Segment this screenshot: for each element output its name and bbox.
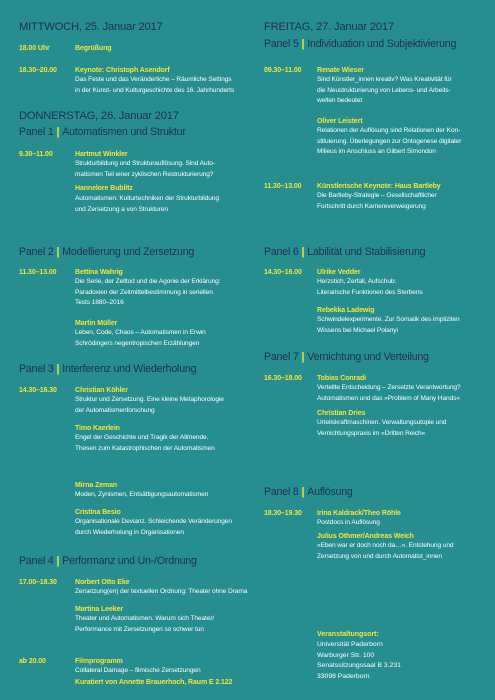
panel-title: Vernichtung und Verteilung — [307, 351, 429, 363]
speaker-name: Bettina Wahrig — [75, 269, 123, 276]
day-heading-friday: FREITAG, 27. Januar 2017 — [264, 21, 394, 33]
divider-bar: | — [301, 246, 305, 258]
time-slot: 9.30–11.00 — [19, 151, 53, 158]
talk-text: Sind Künstler_innen kreativ? Was Kreativität für — [317, 76, 452, 83]
talk-text: durch Wiederholung in Organisationen — [75, 528, 184, 536]
talk-text: Milieus im Anschluss an Gilbert Simondon — [317, 148, 436, 155]
divider-bar: | — [301, 486, 305, 498]
talk-text: Engel der Geschichte und Tragik der Allmende. — [75, 434, 209, 441]
session-name: Begrüßung — [75, 45, 112, 52]
panel-number: Panel 1 — [19, 126, 54, 138]
talk-text: Verteilte Entscheidung – Zersetzte Verantwortung? — [317, 384, 461, 391]
panel-heading — [19, 363, 196, 376]
speaker-name: Martin Müller — [75, 320, 118, 327]
session-name: Keynote: Christoph Asendorf — [75, 67, 170, 74]
divider-bar: | — [56, 246, 60, 258]
panel-title: Performanz und Un-/Ordnung — [62, 555, 197, 567]
talk-text: Automatismen: Kulturtechniken der Strukturbildung — [75, 195, 219, 202]
panel-title: Individuation und Subjektivierung — [307, 38, 457, 50]
speaker-name: Martina Leeker — [75, 606, 124, 613]
time-slot: 17.00–18.30 — [19, 579, 57, 586]
time-slot: 18.30–19.30 — [264, 510, 302, 517]
talk-text: und Zersetzung a von Strukturen — [75, 205, 168, 213]
divider-bar: | — [301, 351, 305, 363]
day-heading-wednesday: MITTWOCH, 25. Januar 2017 — [19, 21, 163, 33]
session-name: Filmprogramm — [75, 658, 123, 665]
talk-text: Herzstich, Zerfall, Aufschub: — [317, 278, 397, 285]
speaker-name: Timo Kaerlein — [75, 425, 120, 432]
talk-text: stituierung. Überlegungen zur Ontogenese digitaler — [317, 137, 462, 145]
speaker-name: Hannelore Bublitz — [75, 185, 133, 192]
panel-number: Panel 6 — [264, 246, 299, 258]
talk-text: Die Serie, der Zelltod und die Agonie der Erklärung: — [75, 278, 221, 285]
venue-line: 33098 Paderborn — [317, 672, 370, 680]
panel-heading — [19, 126, 186, 139]
day-heading-thursday: DONNERSTAG, 26. Januar 2017 — [19, 110, 179, 122]
talk-text: die Neustrukturierung von Lebens- und Arbeits- — [317, 86, 451, 94]
talk-text: Schwindelexperimente. Zur Somatik des impliziten — [317, 316, 460, 323]
time-slot: 14.30–16.00 — [264, 269, 302, 276]
talk-text: Tests 1880–2016 — [75, 299, 124, 306]
panel-heading — [264, 486, 353, 499]
time-slot: 18.30–20.00 — [19, 67, 57, 74]
panel-heading — [264, 246, 425, 259]
talk-text: matismen Teil einer zyklischen Restrukturierung? — [75, 170, 214, 178]
talk-text: Automatismen und das »Problem of Many Hands« — [317, 394, 460, 402]
talk-text: Literarische Funktionen des Sterbens — [317, 288, 423, 296]
speaker-name: Renate Wieser — [317, 67, 364, 74]
panel-number: Panel 4 — [19, 555, 54, 567]
talk-text: Fortschritt durch Karriereverweigerung — [317, 202, 426, 210]
talk-text: welten bedeutet — [317, 97, 363, 104]
panel-title: Automatismen und Struktur — [62, 126, 186, 138]
talk-text: Organisationale Devianz. Schleichende Veränderungen — [75, 518, 232, 525]
talk-text: in der Kunst- und Kulturgeschichte des 16. Jahrhunderts — [75, 86, 235, 94]
time-slot: 16.30–18.00 — [264, 375, 302, 382]
talk-text: Schrödingers negentropischen Erzählungen — [75, 339, 200, 347]
panel-heading — [264, 38, 456, 51]
panel-number: Panel 7 — [264, 351, 299, 363]
talk-text: Paradoxien der Zeitmittelbestimmung in seriellen — [75, 288, 213, 296]
speaker-name: Hartmut Winkler — [75, 151, 128, 158]
talk-text: Urteilskraftmaschinen. Verwaltungsutopie und — [317, 419, 447, 426]
talk-text: Die Bartleby-Strategie – Gesellschaftlicher — [317, 192, 437, 199]
venue-line: Warburger Str. 100 — [317, 651, 375, 659]
speaker-name: Christian Köhler — [75, 387, 128, 394]
speaker-name: Ulrike Vedder — [317, 269, 361, 276]
talk-text: »Eben war er doch noch da…«. Entstehung und — [317, 542, 454, 549]
speaker-name: Mirna Zeman — [75, 482, 118, 489]
time-slot: 18.00 Uhr — [19, 45, 50, 52]
speaker-name: Norbert Otto Eke — [75, 579, 130, 586]
divider-bar: | — [301, 38, 305, 50]
panel-number: Panel 3 — [19, 363, 54, 375]
panel-title: Modellierung und Zersetzung — [62, 246, 195, 258]
speaker-name: Oliver Leistert — [317, 118, 363, 125]
speaker-name: Rebekka Ladewig — [317, 307, 375, 314]
talk-text: Relationen der Auflösung sind Relationen der Kon- — [317, 127, 461, 134]
talk-text: Collateral Damage – filmische Zersetzungen — [75, 667, 201, 674]
session-name: Künstlerische Keynote: Haus Bartleby — [317, 183, 441, 190]
venue-line: Universität Paderborn — [317, 641, 383, 648]
talk-text: Vernichtungspraxis im »Dritten Reich« — [317, 429, 426, 437]
talk-text: der Automatismenforschung — [75, 406, 155, 414]
speaker-name: Irina Kaldrack/Theo Röhle — [317, 510, 401, 517]
talk-text: Moden, Zynismen, Entsättigungsautomatismen — [75, 491, 209, 498]
panel-number: Panel 2 — [19, 246, 54, 258]
divider-bar: | — [56, 363, 60, 375]
panel-title: Interferenz und Wiederholung — [62, 363, 197, 375]
time-slot: 09.30–11.00 — [264, 67, 302, 74]
speaker-name: Julius Othmer/Andreas Weich — [317, 533, 414, 540]
time-slot: ab 20.00 — [19, 658, 46, 665]
time-slot: 11.30–13.00 — [19, 269, 57, 276]
talk-text: Struktur und Zersetzung. Eine kleine Metaphorologie — [75, 396, 224, 403]
talk-text: Thesen zum Katastrophischen der Automatismen — [75, 444, 215, 452]
talk-text: Das Feste und das Veränderliche – Räumliche Settings — [75, 76, 232, 83]
divider-bar: | — [56, 126, 60, 138]
talk-text: Leben, Code, Chaos – Automatismen in Erwin — [75, 329, 206, 336]
talk-text: Performance mit Zersetzungen so schwer tun — [75, 625, 204, 633]
talk-text: Zersetzung von und durch Automatist_innen — [317, 552, 442, 560]
panel-title: Auflösung — [307, 486, 353, 498]
panel-heading — [264, 351, 429, 364]
speaker-name: Tobias Conradi — [317, 375, 367, 382]
panel-number: Panel 8 — [264, 486, 299, 498]
divider-bar: | — [56, 555, 60, 567]
speaker-name: Cristina Besio — [75, 509, 121, 516]
panel-heading — [19, 555, 197, 568]
talk-text: Postdocs in Auflösung — [317, 519, 380, 526]
curator-line: Kuratiert von Annette Brauerhoch, Raum E 2.122 — [75, 679, 233, 686]
time-slot: 11.30–13.00 — [264, 183, 302, 190]
venue-line: Senatssitzungssaal B 3.231 — [317, 662, 401, 669]
talk-text: Zersetzung(en) der textuellen Ordnung: Theater ohne Drama — [75, 588, 248, 595]
talk-text: Strukturbildung und Strukturauflösung. Sind Auto- — [75, 160, 215, 167]
panel-number: Panel 5 — [264, 38, 299, 50]
panel-title: Labilität und Stabilisierung — [307, 246, 426, 258]
panel-heading — [19, 246, 194, 259]
venue-heading: Veranstaltungsort: — [317, 631, 379, 638]
speaker-name: Christian Dries — [317, 410, 366, 417]
talk-text: Theater und Automatismen. Warum sich Theater/ — [75, 615, 215, 622]
talk-text: Wissens bei Michael Polanyi — [317, 326, 398, 334]
time-slot: 14.30–16.30 — [19, 387, 57, 394]
